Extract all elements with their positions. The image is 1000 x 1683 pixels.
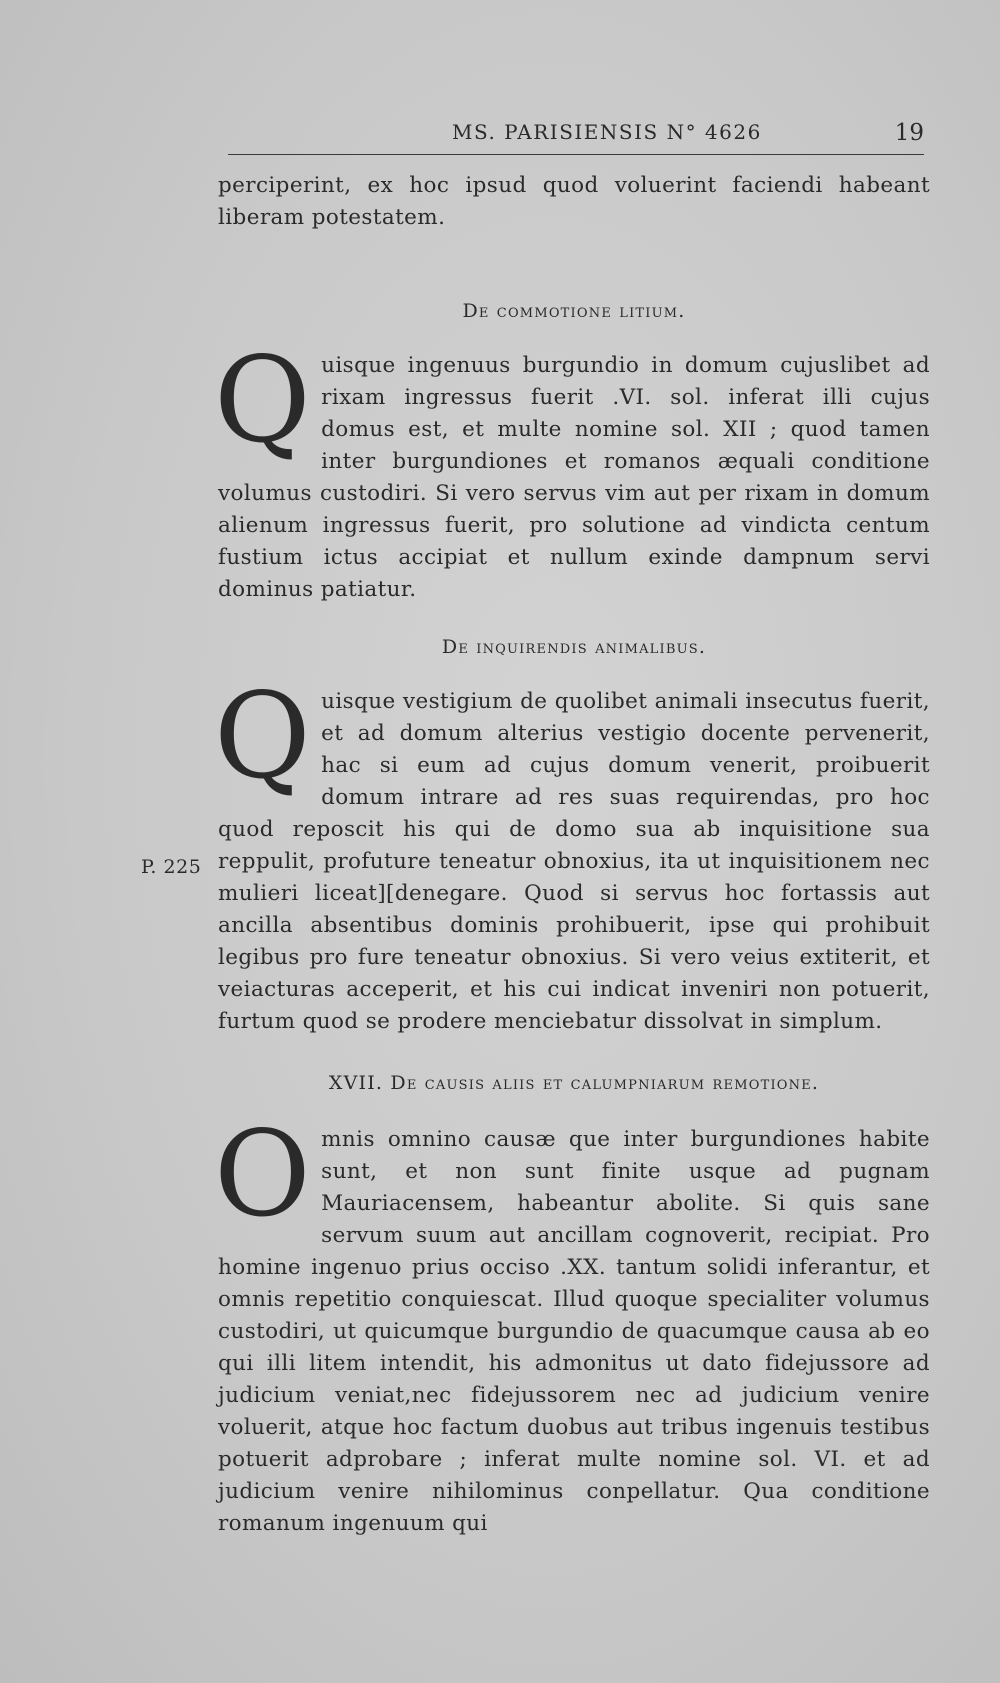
page-number: 19 bbox=[894, 120, 924, 146]
section-heading-inquirendis: De inquirendis animalibus. bbox=[441, 636, 707, 658]
margin-page-reference: P. 225 bbox=[141, 856, 202, 878]
drop-cap-q: Q bbox=[214, 331, 312, 469]
drop-cap-q: Q bbox=[214, 667, 312, 805]
running-head-title: MS. PARISIENSIS N° 4626 bbox=[452, 120, 762, 144]
section-text-xvii: mnis omnino causæ que inter burgundiones habite sunt, et non sunt finite usque ad pugnam Mauriacensem, habeantur abolite. Si quis sane servum suum aut ancillam cognoverit, recipiat. Pro homine ingenuo prius occiso .XX. tantum solidi inferantur, et omnis repetitio conquiescat. Illud quoque specialiter volumus custodiri, ut quicumque burgundio de quacumque causa ab eo qui illi litem intendit, his admonitus ut dato fidejussore ad judicium veniat,nec fidejussorem nec ad judicium venire voluerit, atque hoc factum duobus aut tribus ingenuis testibus potuerit adprobare ; inferat multe nomine sol. VI. et ad judicium venire nihilominus conpellatur. Qua conditione romanum ingenuum qui bbox=[218, 1127, 930, 1536]
section-text-inquirendis: uisque vestigium de quolibet animali insecutus fuerit, et ad domum alterius vestigio docente pervenerit, hac si eum ad cujus domum venerit, proibuerit domum intrare ad res suas requirendas, pro hoc quod reposcit his qui de domo sua ab inquisitione sua reppulit, profuture teneatur obnoxius, ita ut inquisitionem nec mulieri liceat][denegare. Quod si servus hoc fortassis aut ancilla absentibus dominis prohibuerit, ipse qui prohibuit legibus pro fure teneatur obnoxius. Si vero veius extiterit, et veiacturas acceperit, et his cui indicat inveniri non potuerit, furtum quod se prodere menciebatur dissolvat in simplum. bbox=[218, 689, 930, 1034]
section-heading-commotione: De commotione litium. bbox=[462, 300, 686, 322]
section-body-xvii bbox=[214, 1105, 930, 1540]
section-heading-xvii: XVII. De causis aliis et calumpniarum remotione. bbox=[328, 1072, 820, 1094]
paragraph-continuation: perciperint, ex hoc ipsud quod voluerint faciendi habeant liberam potestatem. bbox=[218, 173, 930, 230]
running-head bbox=[228, 118, 928, 158]
section-body-commotione bbox=[214, 331, 930, 606]
header-rule bbox=[228, 154, 924, 155]
section-text-commotione: uisque ingenuus burgundio in domum cujuslibet ad rixam ingressus fuerit .VI. sol. inferat illi cujus domus est, et multe nomine sol. XII ; quod tamen inter burgundiones et romanos æquali conditione volumus custodiri. Si vero servus vim aut per rixam in domum alienum ingressus fuerit, pro solutione ad vindicta centum fustium ictus accipiat et nullum exinde dampnum servi dominus patiatur. bbox=[218, 353, 930, 602]
section-body-inquirendis bbox=[214, 667, 930, 1038]
drop-cap-o: O bbox=[214, 1105, 312, 1243]
